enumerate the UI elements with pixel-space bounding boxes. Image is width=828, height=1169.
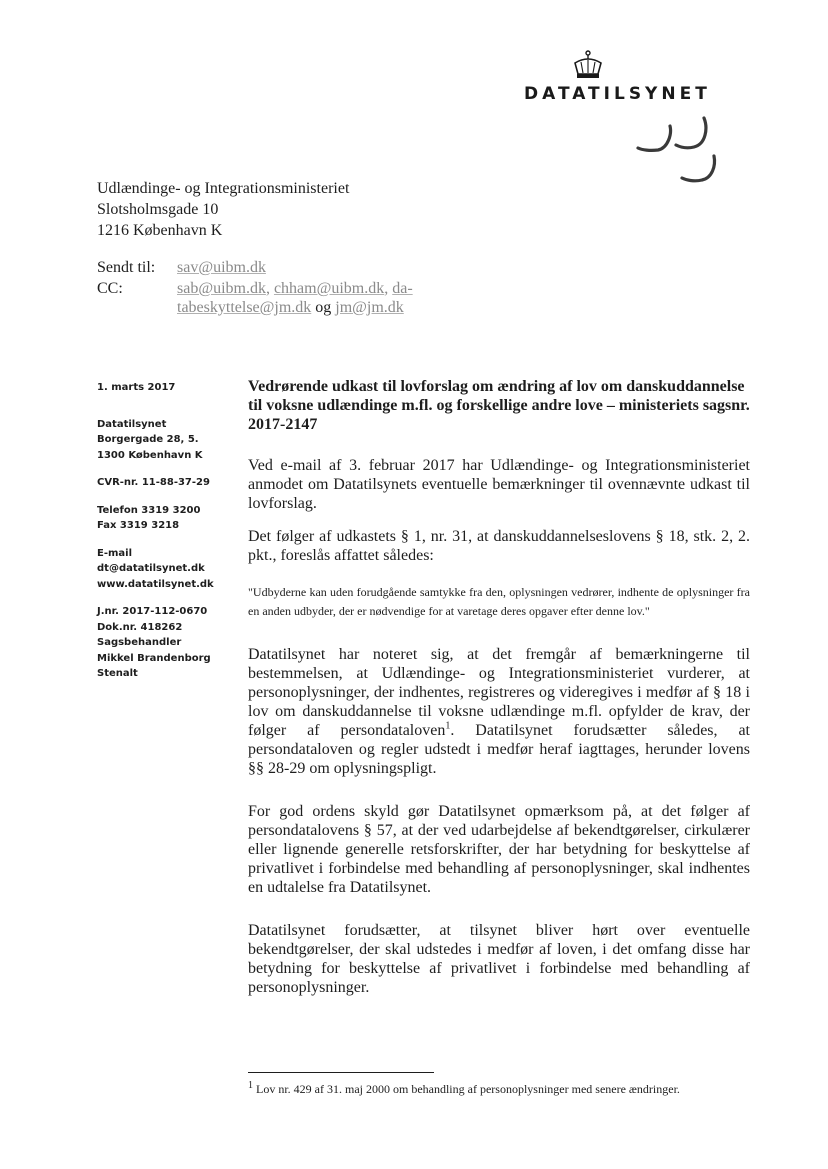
case-handler-name: Mikkel Brandenborg	[97, 652, 211, 664]
sender-website[interactable]: www.datatilsynet.dk	[97, 578, 214, 590]
letter-subject: Vedrørende udkast til lovforslag om ændring af lov om danskuddannelse til voksne udlændinge m.fl. og forskellige andre love – ministeriets sagsnr. 2017-2147	[248, 378, 750, 433]
sent-to-email[interactable]: sav@uibm.dk	[177, 259, 266, 276]
cc-email[interactable]: sab@uibm.dk	[177, 280, 266, 297]
sender-cvr	[97, 475, 237, 491]
paragraph-assessment-text-cont: . Datatilsynet forudsætter således, at persondataloven og regler udstedt i medfør heraf iagttages, herunder lovens §§ 28-29 om oplysningspligt.	[248, 722, 750, 777]
paragraph-notice: For god ordens skyld gør Datatilsynet opmærksom på, at det følger af persondatalovens § 57, at der ved udarbejdelse af bekendtgørelser, cirkulærer eller lignende generelle retsforskrifter, der har betydning for beskyttelse af privatlivet i forbindelse med behandling af personoplysninger, skal indhentes en udtalelse fra Datatilsynet.	[248, 803, 750, 896]
paragraph-assessment-text: Datatilsynet har noteret sig, at det fremgår af bemærkningerne til bestemmelsen, at Udlændinge- og Integrationsministeriet vurderer, at personoplysninger, der indhentes, registreres og videregives i medfør af § 18 i lov om danskuddannelse til voksne udlændinge m.fl. opfylder de krav, der følger af persondataloven	[248, 646, 750, 739]
cvr-number: CVR-nr. 11-88-37-29	[97, 477, 210, 488]
footnote-text: Lov nr. 429 af 31. maj 2000 om behandling af personoplysninger med senere ændringer.	[253, 1082, 680, 1096]
footnote-number: 1	[248, 1080, 253, 1091]
footnote	[248, 1082, 680, 1097]
quoted-provision: "Udbyderne kan uden forudgående samtykke fra den, oplysningen vedrører, indhente de oplysninger fra en anden udbyder, der er nødvendige for at varetage deres opgaver efter denne lov."	[248, 585, 750, 618]
footnote-divider	[248, 1072, 434, 1073]
sender-name: Datatilsynet	[97, 418, 167, 430]
sender-street: Borgergade 28, 5.	[97, 434, 199, 445]
cc-email[interactable]: jm@jm.dk	[335, 299, 404, 316]
brand-name: DATATILSYNET	[524, 84, 711, 104]
addressee-street: Slotsholmsgade 10	[97, 201, 219, 218]
classification: Stenalt	[97, 668, 138, 679]
sent-to-label: Sendt til:	[97, 259, 156, 276]
cc-email[interactable]: tabeskyttelse@jm.dk	[177, 299, 312, 316]
fax-number: Fax 3319 3218	[97, 520, 180, 531]
sender-sidebar	[97, 380, 237, 694]
cc-label: CC:	[97, 280, 123, 297]
sender-email[interactable]: dt@datatilsynet.dk	[97, 563, 205, 574]
document-number: Dok.nr. 418262	[97, 621, 183, 633]
addressee-block	[97, 178, 349, 241]
journal-number: J.nr. 2017-112-0670	[97, 606, 208, 617]
letter-date: 1. marts 2017	[97, 382, 176, 393]
handwritten-initials	[618, 114, 728, 194]
email-label: E-mail	[97, 547, 133, 559]
paragraph-provision: Det følger af udkastets § 1, nr. 31, at danskuddannelseslovens § 18, stk. 2, 2. pkt., foreslås affattet således:	[248, 528, 750, 564]
case-info-block	[97, 604, 237, 682]
addressee-name: Udlændinge- og Integrationsministeriet	[97, 180, 350, 197]
cc-separator: ,	[265, 280, 274, 297]
footnote-reference: 1	[445, 720, 451, 732]
paragraph-expectation: Datatilsynet forudsætter, at tilsynet bliver hørt over eventuelle bekendtgørelser, der skal udstedes i medfør af loven, i det omfang disse har betydning for beskyttelse af privatlivet i forbindelse med behandling af personoplysninger.	[248, 922, 750, 996]
crown-icon	[570, 50, 606, 80]
case-handler-label: Sagsbehandler	[97, 637, 182, 648]
sender-phone-block	[97, 503, 237, 534]
cc-email[interactable]: chham@uibm.dk	[273, 280, 385, 297]
cc-conjunction: og	[311, 299, 336, 316]
sender-city: 1300 København K	[97, 449, 203, 461]
sender-address	[97, 417, 237, 464]
cc-separator: ,	[384, 280, 393, 297]
addressee-city: 1216 København K	[97, 222, 223, 239]
paragraph-assessment	[248, 645, 750, 778]
phone-number: Telefon 3319 3200	[97, 504, 201, 516]
sender-contact-block	[97, 546, 237, 593]
cc-email[interactable]: da-	[392, 280, 413, 297]
letter-body	[248, 377, 750, 1011]
paragraph-intro: Ved e-mail af 3. februar 2017 har Udlændinge- og Integrationsministeriet anmodet om Datatilsynets eventuelle bemærkninger til ovennævnte udkast til lovforslag.	[248, 457, 750, 512]
